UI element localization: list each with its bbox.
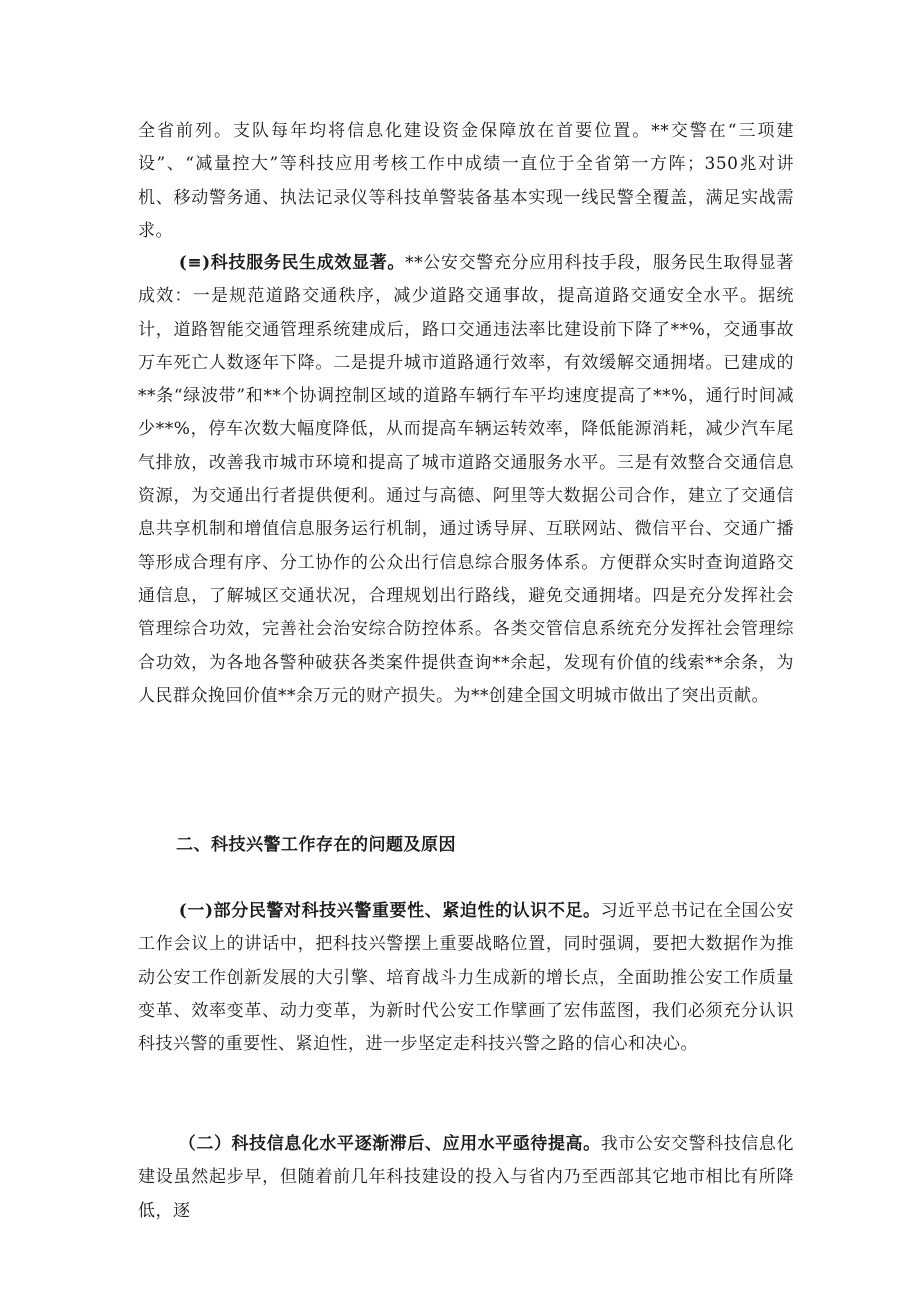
paragraph-1 [138, 115, 794, 248]
paragraph-2 [138, 247, 794, 713]
paragraph-3 [138, 895, 794, 1061]
paragraph-4 [138, 1128, 794, 1228]
section-heading-2: 二、科技兴警工作存在的问题及原因 [176, 835, 456, 855]
paragraph-4-lead: （二）科技信息化水平逐渐滞后、应用水平亟待提高。 [178, 1134, 601, 1154]
paragraph-2-lead: (≡)科技服务民生成效显著。 [178, 253, 406, 273]
paragraph-4-text: 我市公安交警科技信息化建设虽然起步早，但随着前几年科技建设的投入与省内乃至西部其它地市相比有所降低，逐 [138, 1134, 795, 1221]
paragraph-3-lead: (一)部分民警对科技兴警重要性、紧迫性的认识不足。 [178, 901, 601, 921]
paragraph-3-text: 习近平总书记在全国公安工作会议上的讲话中，把科技兴警摆上重要战略位置，同时强调，要把大数据作为推动公安工作创新发展的大引擎、培育战斗力生成新的增长点，全面助推公安工作质量变革、效率变革、动力变革，为新时代公安工作擘画了宏伟蓝图，我们必须充分认识科技兴警的重要性、紧迫性，进一步坚定走科技兴警之路的信心和决心。 [138, 901, 794, 1055]
paragraph-2-text: **公安交警充分应用科技手段，服务民生取得显著成效：一是规范道路交通秩序，减少道路交通事故，提高道路交通安全水平。据统计，道路智能交通管理系统建成后，路口交通违法率比建设前下降了**%，交通事故万车死亡人数逐年下降。二是提升城市道路通行效率，有效缓解交通拥堵。已建成的**条“绿波带”和**个协调控制区域的道路车辆行车平均速度提高了**%，通行时间减少**%，停车次数大幅度降低，从而提高车辆运转效率，降低能源消耗，减少汽车尾气排放，改善我市城市环境和提高了城市道路交通服务水平。三是有效整合交通信息资源，为交通出行者提供便利。通过与高德、阿里等大数据公司合作，建立了交通信息共享机制和增值信息服务运行机制，通过诱导屏、互联网站、微信平台、交通广播等形成合理有序、分工协作的公众出行信息综合服务体系。方便群众实时查询道路交通信息，了解城区交通状况，合理规划出行路线，避免交通拥堵。四是充分发挥社会管理综合功效，完善社会治安综合防控体系。各类交管信息系统充分发挥社会管理综合功效，为各地各警种破获各类案件提供查询**余起，发现有价值的线索**余条，为人民群众挽回价值**余万元的财产损失。为**创建全国文明城市做出了突出贡献。 [138, 253, 794, 706]
paragraph-1-text: 全省前列。支队每年均将信息化建设资金保障放在首要位置。**交警在“三项建设”、“减量控大”等科技应用考核工作中成绩一直位于全省第一方阵；350兆对讲机、移动警务通、执法记录仪等科技单警装备基本实现一线民警全覆盖，满足实战需求。 [138, 121, 794, 241]
